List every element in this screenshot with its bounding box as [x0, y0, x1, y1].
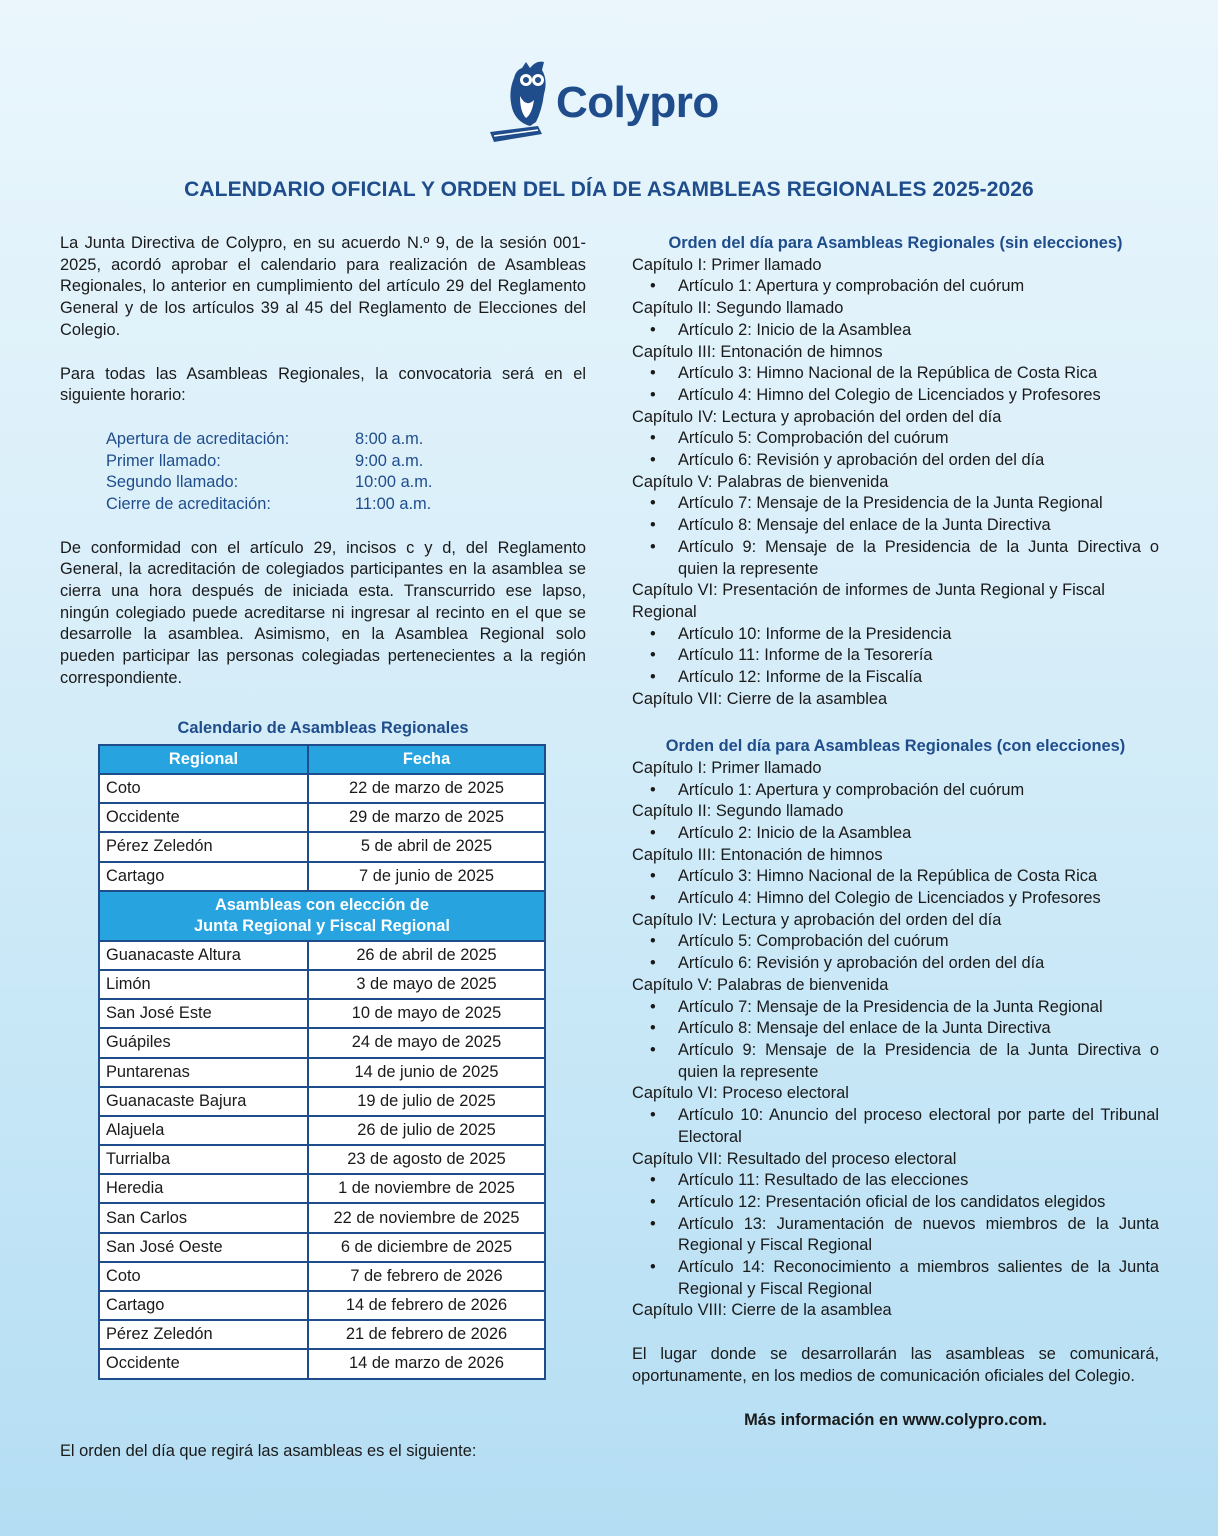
subheader-line: Junta Regional y Fiscal Regional — [194, 916, 450, 935]
chapter-number: Capítulo VI: — [632, 581, 718, 600]
article-item: • Artículo 1: Apertura y comprobación del cuórum — [632, 780, 1159, 802]
regional-cell: Alajuela — [99, 1116, 308, 1145]
article-list — [632, 780, 1159, 802]
article-list — [632, 997, 1159, 1084]
chapter-name: Cierre de la asamblea — [726, 689, 888, 708]
fecha-cell: 7 de junio de 2025 — [308, 862, 545, 891]
table-row — [99, 1174, 545, 1203]
table-row — [99, 1116, 545, 1145]
regional-cell: Coto — [99, 1262, 308, 1291]
chapter-heading — [632, 845, 1159, 867]
agenda-title-sin-elecciones: Orden del día para Asambleas Regionales (sin elecciones) — [668, 234, 1123, 252]
chapter-number: Capítulo IV: — [632, 910, 718, 929]
regional-cell: Turrialba — [99, 1145, 308, 1174]
table-row — [99, 774, 545, 803]
article-list — [632, 493, 1159, 580]
table-row — [99, 832, 545, 861]
table-row — [99, 1262, 545, 1291]
fecha-cell: 3 de mayo de 2025 — [308, 970, 545, 999]
chapter-number: Capítulo V: — [632, 975, 713, 994]
table-row — [99, 1058, 545, 1087]
chapter-number: Capítulo V: — [632, 472, 713, 491]
article-list — [632, 320, 1159, 342]
chapter-number: Capítulo I: — [632, 758, 707, 777]
article-item: • Artículo 6: Revisión y aprobación del orden del día — [632, 953, 1159, 975]
article-item: • Artículo 12: Presentación oficial de los candidatos elegidos — [632, 1192, 1159, 1214]
fecha-cell: 22 de marzo de 2025 — [308, 774, 545, 803]
regional-cell: Guanacaste Bajura — [99, 1087, 308, 1116]
schedule-time: 9:00 a.m. — [355, 451, 424, 470]
article-list — [632, 363, 1159, 406]
fecha-cell: 5 de abril de 2025 — [308, 832, 545, 861]
conformity-paragraph: De conformidad con el artículo 29, incisos c y d, del Reglamento General, la acreditación de colegiados participantes en la asamblea se cierra una hora después de iniciada esta. Transcurrido ese lapso, ningún colegiado puede acreditarse ni ingresar al recinto en el que se desarrolle la asamblea. Asimismo, en la Asamblea Regional solo pueden participar las personas colegiadas pertenecientes a la región correspondiente. — [60, 538, 586, 687]
article-list — [632, 428, 1159, 471]
chapter-name: Lectura y aprobación del orden del día — [721, 407, 1002, 426]
fecha-cell: 6 de diciembre de 2025 — [308, 1233, 545, 1262]
calendar-title: Calendario de Asambleas Regionales — [177, 718, 469, 737]
table-row — [99, 1087, 545, 1116]
chapter-number: Capítulo III: — [632, 845, 716, 864]
schedule-time: 8:00 a.m. — [355, 429, 424, 448]
regional-cell: Occidente — [99, 1349, 308, 1378]
chapter-name: Palabras de bienvenida — [717, 975, 889, 994]
chapter-name: Entonación de himnos — [720, 845, 883, 864]
fecha-cell: 26 de abril de 2025 — [308, 941, 545, 970]
table-row — [99, 1349, 545, 1378]
regional-cell: San José Este — [99, 999, 308, 1028]
fecha-cell: 14 de junio de 2025 — [308, 1058, 545, 1087]
article-item: • Artículo 6: Revisión y aprobación del orden del día — [632, 450, 1159, 472]
chapter-number: Capítulo III: — [632, 342, 716, 361]
chapter-name: Segundo llamado — [715, 802, 844, 821]
subheader-line: Asambleas con elección de — [214, 895, 430, 914]
fecha-cell: 14 de febrero de 2026 — [308, 1291, 545, 1320]
article-item: • Artículo 2: Inicio de la Asamblea — [632, 320, 1159, 342]
schedule-label: Primer llamado: — [106, 451, 221, 470]
regional-cell: San Carlos — [99, 1203, 308, 1232]
article-item: • Artículo 2: Inicio de la Asamblea — [632, 823, 1159, 845]
fecha-cell: 7 de febrero de 2026 — [308, 1262, 545, 1291]
chapter-name: Resultado del proceso electoral — [726, 1149, 957, 1168]
article-list — [632, 276, 1159, 298]
chapter-heading — [632, 580, 1159, 623]
chapter-name: Primer llamado — [711, 255, 822, 274]
article-list — [632, 931, 1159, 974]
table-row — [99, 999, 545, 1028]
chapter-number: Capítulo I: — [632, 255, 707, 274]
schedule-row — [106, 429, 586, 451]
fecha-cell: 22 de noviembre de 2025 — [308, 1203, 545, 1232]
chapter-heading — [632, 689, 1159, 711]
chapter-number: Capítulo VIII: — [632, 1301, 727, 1320]
fecha-cell: 10 de mayo de 2025 — [308, 999, 545, 1028]
page-title: CALENDARIO OFICIAL Y ORDEN DEL DÍA DE ASAMBLEAS REGIONALES 2025-2026 — [184, 178, 1034, 201]
chapter-heading — [632, 1083, 1159, 1105]
chapter-number: Capítulo II: — [632, 802, 712, 821]
table-row — [99, 941, 545, 970]
fecha-cell: 29 de marzo de 2025 — [308, 803, 545, 832]
regional-cell: Pérez Zeledón — [99, 832, 308, 861]
chapter-name: Presentación de informes de Junta Regional y Fiscal Regional — [632, 581, 1105, 621]
chapter-heading — [632, 472, 1159, 494]
table-row — [99, 1291, 545, 1320]
article-item: • Artículo 14: Reconocimiento a miembros salientes de la Junta Regional y Fiscal Regional — [632, 1257, 1159, 1300]
calendar-table — [98, 744, 546, 1380]
article-item: • Artículo 4: Himno del Colegio de Licenciados y Profesores — [632, 385, 1159, 407]
fecha-cell: 23 de agosto de 2025 — [308, 1145, 545, 1174]
regional-cell: Coto — [99, 774, 308, 803]
article-item: • Artículo 3: Himno Nacional de la República de Costa Rica — [632, 866, 1159, 888]
schedule-row — [106, 451, 586, 473]
regional-cell: Limón — [99, 970, 308, 999]
chapter-heading — [632, 975, 1159, 997]
article-item: • Artículo 5: Comprobación del cuórum — [632, 931, 1159, 953]
right-column — [632, 233, 1159, 1431]
chapter-heading — [632, 910, 1159, 932]
chapter-heading — [632, 255, 1159, 277]
article-item: • Artículo 5: Comprobación del cuórum — [632, 428, 1159, 450]
regional-cell: Cartago — [99, 862, 308, 891]
table-row — [99, 1233, 545, 1262]
chapter-heading — [632, 407, 1159, 429]
article-item: • Artículo 11: Informe de la Tesorería — [632, 645, 1159, 667]
regional-cell: Guápiles — [99, 1028, 308, 1057]
chapter-heading — [632, 1149, 1159, 1171]
fecha-cell: 24 de mayo de 2025 — [308, 1028, 545, 1057]
schedule-intro: Para todas las Asambleas Regionales, la convocatoria será en el siguiente horario: — [60, 364, 586, 405]
schedule-list — [106, 429, 586, 516]
more-info-link[interactable]: Más información en www.colypro.com. — [744, 1410, 1047, 1429]
column-header-regional: Regional — [99, 745, 308, 774]
brand-name: Colypro — [556, 78, 719, 127]
chapter-name: Cierre de la asamblea — [731, 1301, 892, 1320]
colypro-logo — [486, 56, 736, 146]
table-subheader — [99, 891, 545, 941]
table-row — [99, 1203, 545, 1232]
left-column — [60, 233, 586, 739]
regional-cell: Puntarenas — [99, 1058, 308, 1087]
article-item: • Artículo 13: Juramentación de nuevos miembros de la Junta Regional y Fiscal Regional — [632, 1214, 1159, 1257]
article-item: • Artículo 9: Mensaje de la Presidencia de la Junta Directiva o quien la represente — [632, 537, 1159, 580]
regional-cell: Guanacaste Altura — [99, 941, 308, 970]
article-item: • Artículo 8: Mensaje del enlace de la Junta Directiva — [632, 515, 1159, 537]
chapter-name: Proceso electoral — [722, 1084, 849, 1103]
agenda-intro: El orden del día que regirá las asambleas es el siguiente: — [60, 1442, 477, 1460]
schedule-row — [106, 494, 586, 516]
article-list — [632, 624, 1159, 689]
chapter-heading — [632, 342, 1159, 364]
article-item: • Artículo 1: Apertura y comprobación del cuórum — [632, 276, 1159, 298]
table-row — [99, 970, 545, 999]
regional-cell: Occidente — [99, 803, 308, 832]
schedule-label: Cierre de acreditación: — [106, 494, 271, 513]
column-header-fecha: Fecha — [308, 745, 545, 774]
chapter-number: Capítulo VII: — [632, 1149, 723, 1168]
regional-cell: Heredia — [99, 1174, 308, 1203]
chapter-number: Capítulo VII: — [632, 689, 723, 708]
article-item: • Artículo 7: Mensaje de la Presidencia de la Junta Regional — [632, 493, 1159, 515]
chapter-number: Capítulo VI: — [632, 1084, 718, 1103]
article-item: • Artículo 7: Mensaje de la Presidencia de la Junta Regional — [632, 997, 1159, 1019]
schedule-label: Apertura de acreditación: — [106, 429, 290, 448]
chapter-number: Capítulo IV: — [632, 407, 718, 426]
closing-paragraph: El lugar donde se desarrollarán las asambleas se comunicará, oportunamente, en los medios de comunicación oficiales del Colegio. — [632, 1345, 1159, 1385]
fecha-cell: 14 de marzo de 2026 — [308, 1349, 545, 1378]
agenda-con-elecciones — [632, 758, 1159, 1322]
table-row — [99, 803, 545, 832]
chapter-number: Capítulo II: — [632, 299, 712, 318]
chapter-heading — [632, 801, 1159, 823]
regional-cell: San José Oeste — [99, 1233, 308, 1262]
fecha-cell: 1 de noviembre de 2025 — [308, 1174, 545, 1203]
table-row — [99, 1028, 545, 1057]
article-list — [632, 1170, 1159, 1300]
chapter-name: Lectura y aprobación del orden del día — [721, 910, 1002, 929]
schedule-time: 11:00 a.m. — [355, 494, 432, 513]
chapter-name: Primer llamado — [711, 758, 822, 777]
chapter-heading — [632, 758, 1159, 780]
regional-cell: Cartago — [99, 1291, 308, 1320]
article-list — [632, 1105, 1159, 1148]
intro-paragraph: La Junta Directiva de Colypro, en su acuerdo N.º 9, de la sesión 001-2025, acordó aprobar el calendario para realización de Asambleas Regionales, lo anterior en cumplimiento del artículo 29 del Reglamento General y de los artículos 39 al 45 del Reglamento de Elecciones del Colegio. — [60, 234, 586, 339]
article-item: • Artículo 9: Mensaje de la Presidencia de la Junta Directiva o quien la represente — [632, 1040, 1159, 1083]
table-row — [99, 1320, 545, 1349]
article-item: • Artículo 12: Informe de la Fiscalía — [632, 667, 1159, 689]
article-item: • Artículo 3: Himno Nacional de la República de Costa Rica — [632, 363, 1159, 385]
article-item: • Artículo 8: Mensaje del enlace de la Junta Directiva — [632, 1018, 1159, 1040]
chapter-name: Palabras de bienvenida — [717, 472, 889, 491]
article-item: • Artículo 11: Resultado de las elecciones — [632, 1170, 1159, 1192]
chapter-heading — [632, 298, 1159, 320]
table-row — [99, 862, 545, 891]
fecha-cell: 21 de febrero de 2026 — [308, 1320, 545, 1349]
chapter-name: Segundo llamado — [715, 299, 844, 318]
article-item: • Artículo 4: Himno del Colegio de Licenciados y Profesores — [632, 888, 1159, 910]
regional-cell: Pérez Zeledón — [99, 1320, 308, 1349]
chapter-heading — [632, 1300, 1159, 1322]
agenda-sin-elecciones — [632, 255, 1159, 711]
agenda-title-con-elecciones: Orden del día para Asambleas Regionales (con elecciones) — [665, 737, 1126, 756]
table-row — [99, 1145, 545, 1174]
schedule-row — [106, 472, 586, 494]
fecha-cell: 26 de julio de 2025 — [308, 1116, 545, 1145]
chapter-name: Entonación de himnos — [720, 342, 883, 361]
schedule-time: 10:00 a.m. — [355, 473, 433, 492]
schedule-label: Segundo llamado: — [106, 473, 239, 492]
article-item: • Artículo 10: Anuncio del proceso electoral por parte del Tribunal Electoral — [632, 1105, 1159, 1148]
owl-icon — [486, 56, 556, 146]
article-list — [632, 866, 1159, 909]
fecha-cell: 19 de julio de 2025 — [308, 1087, 545, 1116]
article-item: • Artículo 10: Informe de la Presidencia — [632, 624, 1159, 646]
article-list — [632, 823, 1159, 845]
